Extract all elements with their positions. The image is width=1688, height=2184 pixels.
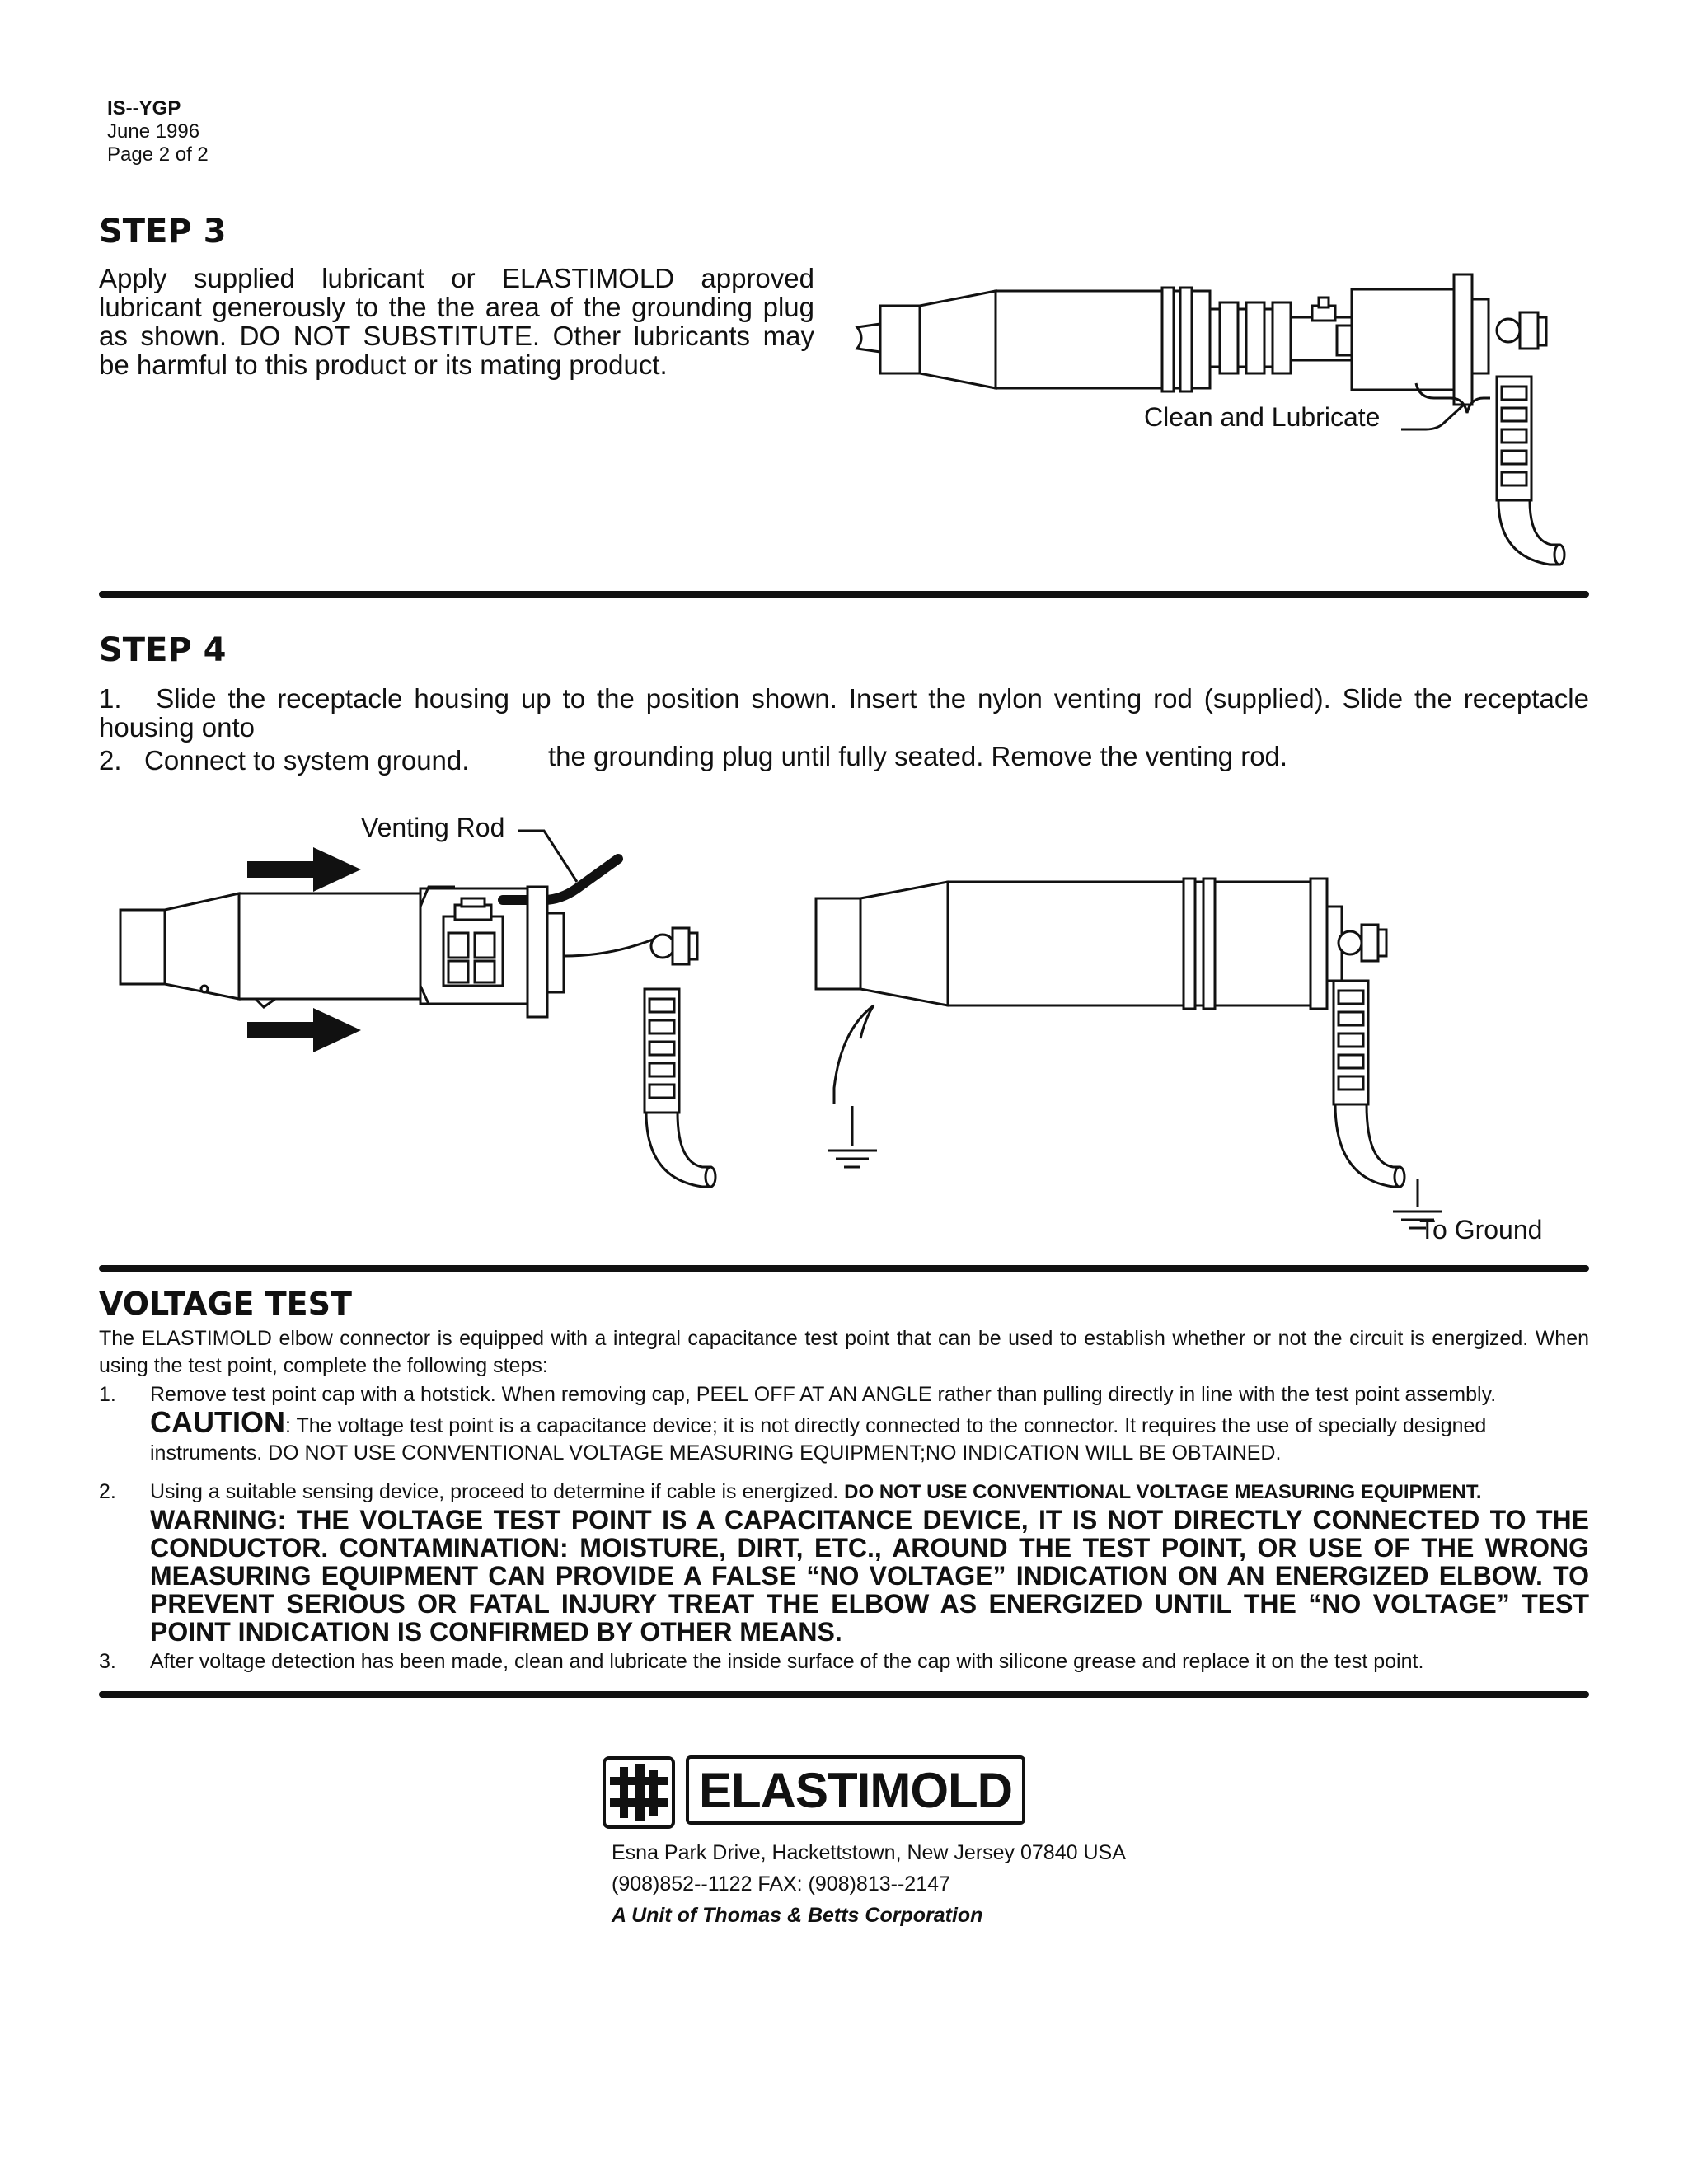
- step4-item-1-text: Slide the receptacle housing up to the position shown. Insert the nylon venting rod (supplied). Slide the receptacle housing onto: [99, 683, 1589, 743]
- step4-item-1-continued: the grounding plug until fully seated. Remove the venting rod.: [548, 741, 1288, 771]
- footer-phone: (908)852--1122 FAX: (908)813--2147: [612, 1872, 950, 1896]
- footer-address: Esna Park Drive, Hackettstown, New Jersey 07840 USA: [612, 1841, 1126, 1864]
- voltage-test-step-2-number: 2.: [99, 1480, 116, 1503]
- voltage-test-step-1-text: Remove test point cap with a hotstick. When removing cap, PEEL OFF AT AN ANGLE rather than pulling directly in line with the test point assembly.: [150, 1383, 1497, 1406]
- step4-venting-illustration: [115, 824, 742, 1212]
- elastimold-logo-icon: [602, 1755, 676, 1830]
- step4-item-1-number: 1.: [99, 683, 122, 714]
- voltage-test-step-2-text: Using a suitable sensing device, proceed to determine if cable is energized.: [150, 1480, 839, 1503]
- section-divider: [99, 1691, 1589, 1698]
- footer-unit: A Unit of Thomas & Betts Corporation: [612, 1904, 983, 1927]
- venting-rod-label: Venting Rod: [361, 813, 505, 842]
- to-ground-label: To Ground: [1419, 1215, 1543, 1244]
- voltage-test-step-3: [99, 1648, 1589, 1681]
- voltage-test-step-3-text: After voltage detection has been made, clean and lubricate the inside surface of the cap with silicone grease and replace it on the test point.: [150, 1650, 1424, 1673]
- voltage-test-intro: The ELASTIMOLD elbow connector is equipped with a integral capacitance test point that can be used to establish whether or not the circuit is energized. When using the test point, complete the following steps:: [99, 1327, 1589, 1377]
- voltage-test-step-2: [99, 1479, 1589, 1647]
- step4-installed-illustration: [816, 874, 1591, 1261]
- step4-item-2-number: 2.: [99, 745, 122, 776]
- warning-text: WARNING: THE VOLTAGE TEST POINT IS A CAPACITANCE DEVICE, IT IS NOT DIRECTLY CONNECTED TO THE CONDUCTOR. CONTAMINATION: MOISTURE, DIRT, ETC., AROUND THE TEST POINT, OR USE OF THE WRONG MEASURING EQUIPMENT CAN PROVIDE A FALSE “NO VOLTAGE” INDICATION ON AN ENERGIZED ELBOW. TO PREVENT SERIOUS OR FATAL INJURY TREAT THE ELBOW AS ENERGIZED UNTIL THE “NO VOLTAGE” TEST POINT INDICATION IS CONFIRMED BY OTHER MEANS.: [150, 1505, 1589, 1647]
- caution-word: CAUTION: [150, 1405, 285, 1439]
- step4-item-2: [99, 746, 469, 775]
- step4-title: STEP 4: [99, 631, 227, 669]
- voltage-test-step-1: [99, 1381, 1589, 1467]
- brand-name: ELASTIMOLD: [699, 1762, 1012, 1818]
- document-date: June 1996: [107, 120, 200, 143]
- section-divider: [99, 591, 1589, 598]
- step4-item-2-text: Connect to system ground.: [144, 745, 470, 776]
- voltage-test-step-3-number: 3.: [99, 1650, 116, 1673]
- page-number: Page 2 of 2: [107, 143, 209, 166]
- voltage-test-step-2-bold: DO NOT USE CONVENTIONAL VOLTAGE MEASURING EQUIPMENT.: [844, 1481, 1482, 1503]
- document-id: IS--YGP: [107, 97, 181, 120]
- voltage-test-step-1-number: 1.: [99, 1383, 116, 1406]
- step3-title: STEP 3: [99, 213, 227, 251]
- caution-text: : The voltage test point is a capacitance device; it is not directly connected to the connector. It requires the use of specially designed instruments. DO NOT USE CONVENTIONAL VOLTAGE MEASURING EQUIPMENT;NO INDICATION WILL BE OBTAINED.: [150, 1414, 1487, 1465]
- step3-body: Apply supplied lubricant or ELASTIMOLD approved lubricant generously to the the area of the grounding plug as shown. DO NOT SUBSTITUTE. Other lubricants may be harmful to this product or its mating product.: [99, 263, 814, 380]
- brand-box: [686, 1755, 1025, 1825]
- voltage-test-title: VOLTAGE TEST: [99, 1286, 352, 1322]
- document-header: [107, 97, 209, 166]
- section-divider: [99, 1265, 1589, 1272]
- clean-lubricate-callout: Clean and Lubricate: [1144, 402, 1381, 432]
